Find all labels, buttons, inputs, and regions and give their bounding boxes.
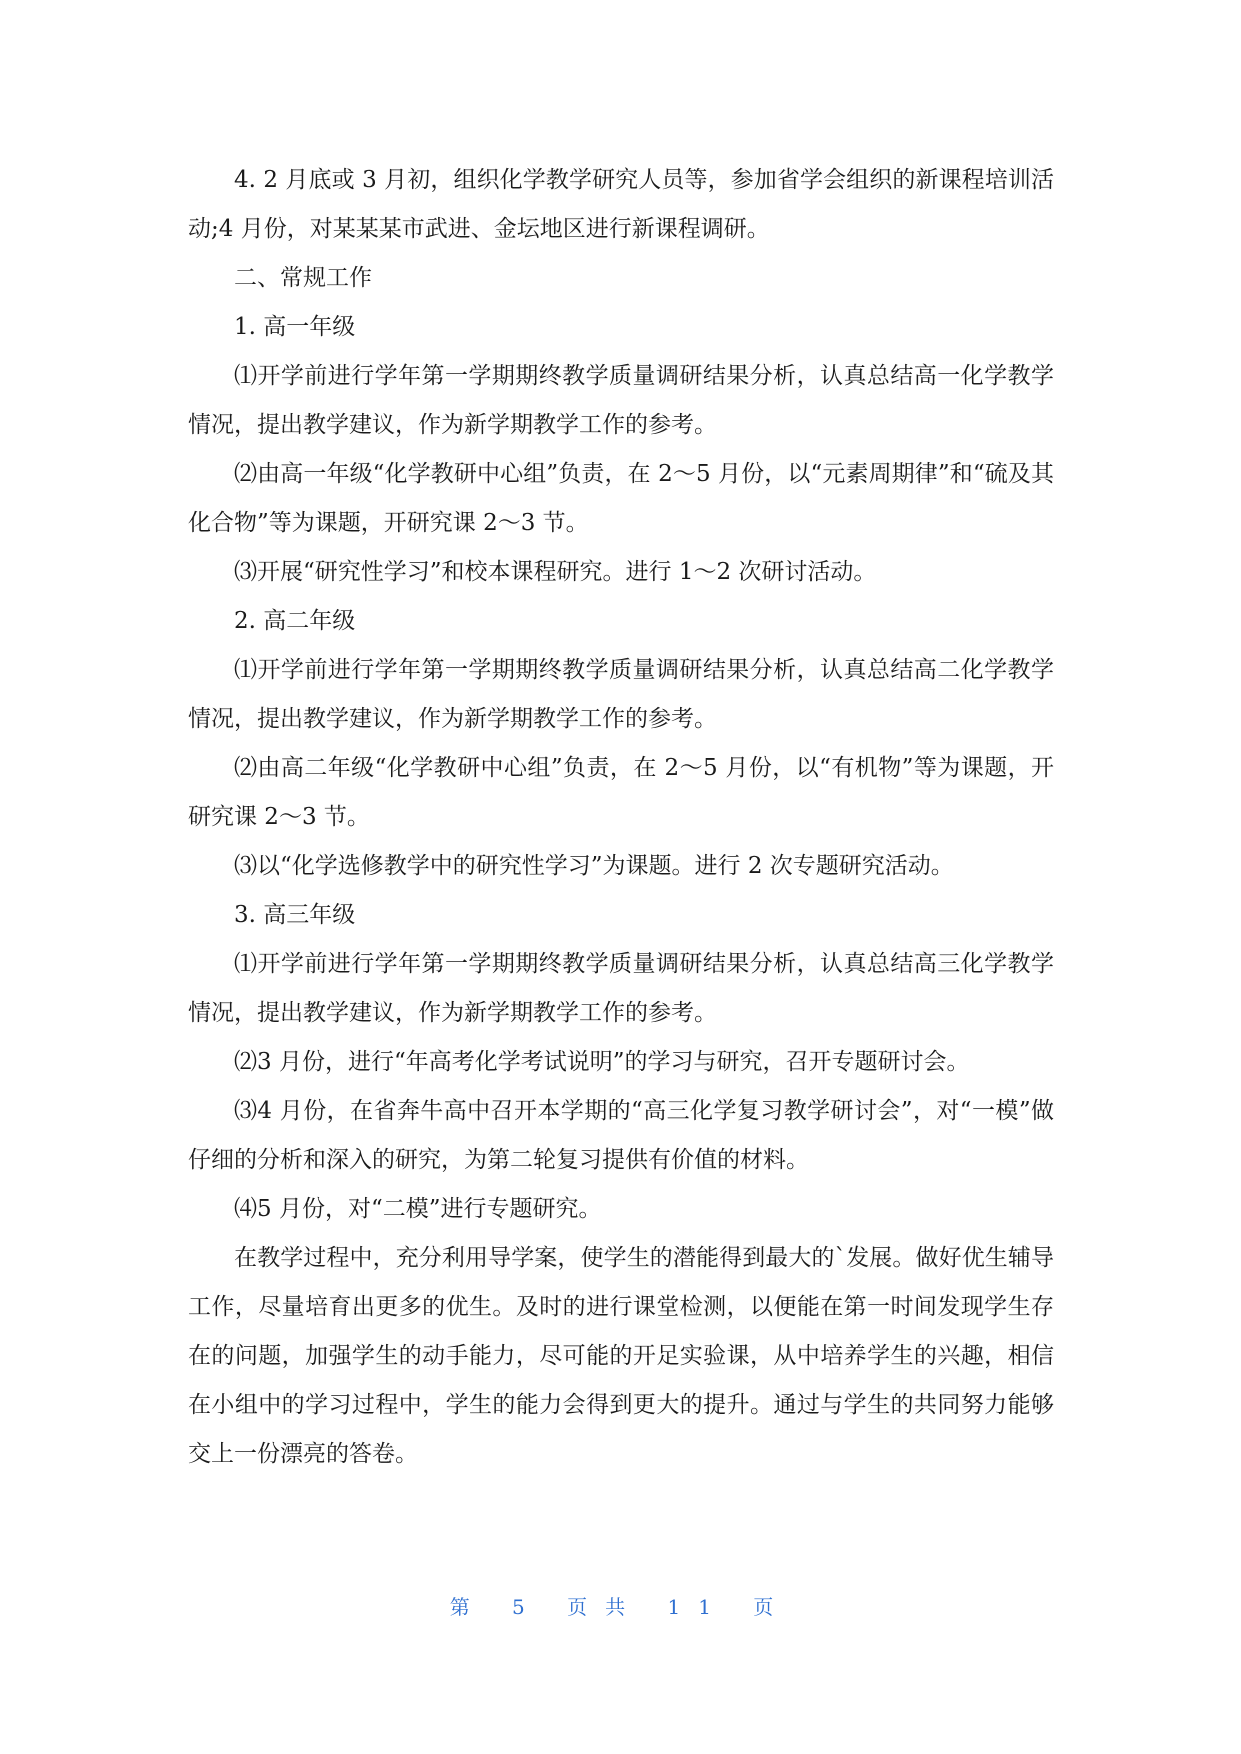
list-item: ⑴开学前进行学年第一学期期终教学质量调研结果分析，认真总结高二化学教学情况，提出教学建议，作为新学期教学工作的参考。 [188, 657, 1054, 732]
list-item: ⑵3 月份，进行“年高考化学考试说明”的学习与研究，召开专题研讨会。 [234, 1049, 970, 1075]
list-item: ⑴开学前进行学年第一学期期终教学质量调研结果分析，认真总结高一化学教学情况，提出教学建议，作为新学期教学工作的参考。 [188, 363, 1054, 438]
paragraph-training-activities: 4. 2 月底或 3 月初，组织化学教学研究人员等，参加省学会组织的新课程培训活动;4 月份，对某某某市武进、金坛地区进行新课程调研。 [188, 167, 1054, 242]
subheading-grade-three: 3. 高三年级 [234, 902, 356, 928]
section-heading-routine-work: 二、常规工作 [234, 265, 372, 291]
document-body [188, 156, 1054, 1479]
paragraph-teaching-summary: 在教学过程中，充分利用导学案，使学生的潜能得到最大的`发展。做好优生辅导工作，尽量培育出更多的优生。及时的进行课堂检测，以便能在第一时间发现学生存在的问题，加强学生的动手能力，尽可能的开足实验课，从中培养学生的兴趣，相信在小组中的学习过程中，学生的能力会得到更大的提升。通过与学生的共同努力能够交上一份漂亮的答卷。 [188, 1245, 1054, 1467]
list-item: ⑷5 月份，对“二模”进行专题研究。 [234, 1196, 602, 1222]
page-number-footer: 第 5 页共 11 页 [449, 1595, 792, 1619]
subheading-grade-two: 2. 高二年级 [234, 608, 356, 634]
list-item: ⑶以“化学选修教学中的研究性学习”为课题。进行 2 次专题研究活动。 [234, 853, 954, 879]
list-item: ⑵由高二年级“化学教研中心组”负责，在 2～5 月份，以“有机物”等为课题，开研究课 2～3 节。 [188, 755, 1054, 830]
list-item: ⑵由高一年级“化学教研中心组”负责，在 2～5 月份，以“元素周期律”和“硫及其化合物”等为课题，开研究课 2～3 节。 [188, 461, 1054, 536]
list-item: ⑶4 月份，在省奔牛高中召开本学期的“高三化学复习教学研讨会”，对“一模”做仔细的分析和深入的研究，为第二轮复习提供有价值的材料。 [188, 1098, 1054, 1173]
subheading-grade-one: 1. 高一年级 [234, 314, 356, 340]
list-item: ⑶开展“研究性学习”和校本课程研究。进行 1～2 次研讨活动。 [234, 559, 877, 585]
list-item: ⑴开学前进行学年第一学期期终教学质量调研结果分析，认真总结高三化学教学情况，提出教学建议，作为新学期教学工作的参考。 [188, 951, 1054, 1026]
